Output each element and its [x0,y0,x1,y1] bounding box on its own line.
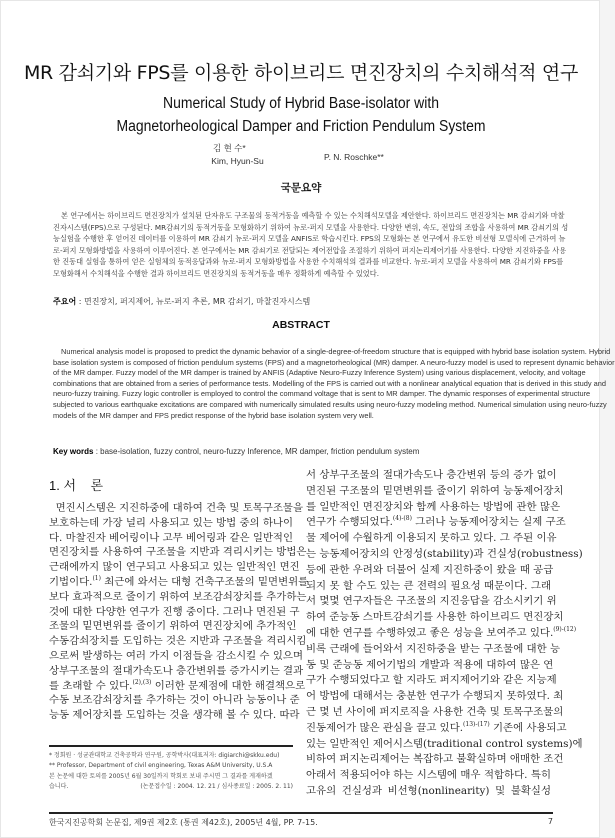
text-run: 서 몇몇 연구자들은 구조물의 지진응답을 감소시키기 위 [306,595,557,608]
citation-ref: (1) [92,574,101,582]
text-line [306,737,583,753]
text-run: 비하여 퍼지논리제어는 복잡하고 불확실하며 애매한 조건 [306,753,564,766]
text-run: 면진장치를 사용하여 구조물을 지반과 격리시키는 방법은 [49,546,307,559]
korean-abstract [53,210,569,280]
text-line [49,708,300,723]
text-line: combinations that are obtained from a series of performance tests. Modelling of the FPS is carried out with a nonlinear analytical equation that is derived in this study and [53,378,606,388]
text-run: 보다 효과적으로 줄이기 위하여 보조감쇠장치를 추가하는 [49,590,307,603]
text-run: 것에 대한 다양한 연구가 진행 중이다. 그러나 면진된 구 [49,605,300,618]
text-line [306,468,557,484]
citation-ref: (13)-(17) [463,720,490,728]
text-run: 보호하는데 가장 널리 사용되고 있는 방법 중의 하나이 [49,516,293,529]
text-line [306,768,551,784]
text-line [49,590,307,605]
korean-keywords [53,296,310,307]
footnote: 습니다. [49,783,69,791]
english-keywords [53,447,419,456]
text-line: base isolation system is composed of friction pendulum systems (FPS) and a magnetorheological (MR) damper. A neuro-fuzzy model is used to represent dynamic behavior [53,357,615,367]
text-line [306,610,564,626]
title-english-line-2: Magnetorheological Damper and Friction Pendulum System [116,118,486,135]
text-line [306,531,557,547]
text-line [49,664,304,679]
text-run: 비록 근래에 들어와서 지진하중을 받는 구조물에 대한 능 [306,642,560,655]
text-line [49,649,303,664]
text-line [306,594,557,610]
text-line: 본 연구에서는 하이브리드 면진장치가 설치된 단자유도 구조물의 동적거동을 예측할 수 있는 수치해석모델을 제안한다. 하이브리드 면진장치는 MR 감쇠기와 마찰 [61,211,565,220]
text-line [306,625,577,642]
text-line [306,658,554,674]
text-run: 하여 준능동 스마트감쇠기를 사용한 하이브리드 면진장치 [306,611,564,624]
text-run: 면진된 구조물의 밑면변위를 줄이기 위하여 능동제어장치 [306,484,564,497]
text-run: 어 방법에 대해서는 충분한 연구가 수행되지 못하였다. 최 [306,690,564,703]
title-english-line-1: Numerical Study of Hybrid Base-isolator with [162,95,439,112]
text-line: 진자시스템(FPS)으로 구성된다. MR감쇠기의 동적거동을 모형화하기 위하여 뉴로-퍼지 모델을 사용한다. 다양한 변위, 속도, 전압의 조합을 사용하여 MR 감쇠기의 성 [53,222,569,232]
footnote: ** Professor, Department of civil engineering, Texas A&M University, U.S.A [49,762,273,770]
text-line [49,605,300,620]
text-line [49,545,307,560]
text-run: 등에 관한 우려와 더불어 실제 지진하중이 왔을 때 공급 [306,563,554,576]
body-right-column [306,468,583,800]
text-line [306,752,564,768]
text-run: 근 몇 년 사이에 퍼지로직을 사용한 건축 및 토목구조물의 [306,705,564,718]
text-line: 모형화해서 수치해석을 수행한 결과 하이브리드 면진장치의 동적거동을 매우 정확하게 예측할 수 있었다. [53,268,379,278]
english-keywords-label: Key words [53,447,94,456]
text-run: 조물의 밑면변위를 줄이기 위하여 면진장치에 추가적인 [49,620,297,633]
text-run: 는 능동제어장치의 안정성(stability)과 건실성(robustness) [306,547,583,560]
text-line [306,547,583,563]
text-line [49,560,300,575]
korean-abstract-heading: 국문요약 [280,182,322,194]
text-run: 진동제어가 많은 관심을 끌고 있다. [306,721,464,734]
footnotes [49,751,293,793]
text-line: models of the MR damper and FPS predict response of the hybrid base isolation system very well. [53,410,374,420]
text-run: 아래서 적용되어야 하는 시스템에 매우 적합하다. 특히 [306,769,551,782]
footnote: 본 논문에 대한 토의를 2005년 6월 30일까지 학회로 보내 주시면 그 결과를 게재하겠 [49,772,273,780]
text-line [49,501,303,516]
text-line: of the MR damper. Fuzzy model of the MR damper is trained by ANFIS (Adaptive Neuro-Fuzzy Inference System) using various displacement, velocity, and voltage [53,368,586,378]
text-run: 기존에 사용되고 [489,721,567,734]
text-run: 를 초래할 수 있다. [49,679,133,692]
page-number: 7 [547,817,553,826]
text-line [49,634,307,649]
footnote-dates: (논문접수일 : 2004. 12. 21 / 심사종료일 : 2005. 2. 11) [140,783,293,791]
text-line: Numerical analysis model is proposed to predict the dynamic behavior of a single-degree-of-freedom structure that is equipped with hybrid base isolation system. Hybrid [61,347,611,356]
text-line [49,693,300,708]
text-line [306,642,560,658]
text-run: 동 및 준능동 제어기법의 개발과 적용에 대하여 많은 연 [306,658,554,671]
text-line [306,515,566,531]
text-run: 서 상부구조물의 절대가속도나 층간변위 등의 증가 없이 [306,469,557,481]
text-line [306,484,564,500]
text-line [306,563,554,579]
text-line: neuro-fuzzy training. Fuzzy logic controller is employed to control the command voltage that is sent to MR damper. The dynamic responses of experimental structure [53,389,591,399]
text-run: 고유의 건실성과 비선형(nonlinearity) 및 불확실성 [306,784,551,797]
page-footer [49,817,553,828]
text-run: 구가 수행되었다고 할 지라도 퍼지제어기와 같은 지능제 [306,674,557,687]
title-korean: MR 감쇠기와 FPS를 이용한 하이브리드 면진장치의 수치해석적 연구 [23,62,579,84]
text-line [49,678,306,694]
author-1-english: Kim, Hyun-Su [211,156,264,166]
text-line [306,673,557,689]
footnote-divider [49,745,293,747]
text-run: 수동감쇠장치를 도입하는 것은 지반과 구조물을 격리시킴 [49,635,307,648]
section-heading-introduction: 1. 서 론 [49,478,104,493]
text-run: 상부구조물의 절대가속도나 층간변위를 증가시키는 결과 [49,664,304,677]
text-run: 되지 못 할 수도 있는 큰 전력의 필요성 때문이다. 그래 [306,579,551,592]
english-abstract [53,347,615,421]
text-line [306,500,560,516]
footer-divider [49,812,553,814]
text-run: 기법이다. [49,575,93,588]
text-run: 최근에 와서는 대형 건축구조물의 밑면변위를 [100,575,309,588]
korean-keywords-text: : 면진장치, 퍼지제어, 뉴로-퍼지 추론, MR 감쇠기, 마찰진자시스템 [78,297,311,306]
text-run: 연구가 수행되었다. [306,516,393,529]
text-run: 그러나 능동제어장치는 실제 구조 [411,516,566,529]
citation-ref: (4)-(8) [392,515,412,523]
text-run: 를 일반적인 면진장치와 함께 사용하는 방법에 관한 많은 [306,500,560,513]
korean-keywords-label: 주요어 [53,297,77,306]
text-line [49,619,297,634]
citation-ref: (9)-(12) [553,625,577,633]
body-left-column [49,501,309,723]
text-line [49,531,293,546]
text-line: 한 진동대 실험을 통하여 얻은 실험체의 동적응답과와 뉴로-퍼지 모형화방법을 사용한 수치해석의 결과를 비교한다. 뉴로-퍼지 모델을 사용하여 MR 감쇠기와 FPS를 [53,257,564,267]
text-run: 으로써 발생하는 여러 가지 이점들을 감소시킬 수 있으며 [49,649,303,662]
journal-citation: 한국지진공학회 논문집, 제9권 제2호 (통권 제42호), 2005년 4월, PP. 7-15. [49,818,318,827]
text-run: 능동 제어장치를 도입하는 것을 생각해 볼 수 있다. 따라 [49,709,300,722]
text-run: 이러한 문제점에 대한 해결책으로 [151,679,306,692]
text-line [49,516,293,531]
text-run: 있는 일반적인 제어시스템(traditional control systems)에 [306,737,583,750]
text-run: 물 제어에 수월하게 이용되지 못하고 있다. 그 주된 이유 [306,532,557,545]
text-run: 근래에까지 많이 연구되고 사용되고 있는 일반적인 면진 [49,561,300,574]
text-line [306,784,551,800]
english-keywords-text: : base-isolation, fuzzy control, neuro-fuzzy Inference, MR damper, friction pendulum system [95,447,420,456]
text-line [49,574,309,590]
text-line [306,579,551,595]
text-line [306,689,564,705]
text-run: 에 대한 연구를 수행하였고 좋은 성능을 보여주고 있다. [306,626,554,639]
english-abstract-heading: ABSTRACT [272,319,330,331]
text-run: 수동 보조감쇠장치를 추가하는 것이 아니라 능동이나 준 [49,694,300,707]
text-line: 로-퍼지 모형화방법을 사용하여 이루어진다. 본 연구에서는 MR 감쇠기로 전달되는 제어전압을 조절하기 위하여 퍼지논리제어기를 사용한다. 다양한 지진하중을 사용 [53,245,567,255]
text-run: 다. 마찰진자 베어링이나 고무 베어링과 같은 일반적인 [49,531,293,544]
text-line: 능실험을 수행한 후 얻어진 데이터를 이용하여 MR 감쇠기 뉴로-퍼지 모델을 ANFIS로 학습시킨다. FPS의 모형화는 본 연구에서 유도한 비선형 모델식에 근거하여 뉴 [53,234,566,244]
text-line: subjected to various earthquake excitations are compared with numerically simulated results using neuro-fuzzy modeling method. Numerical simulation using neuro-fuzzy [53,399,607,409]
text-line [306,705,564,721]
citation-ref: (2),(3) [132,678,152,686]
author-1-korean: 김 현 수* [213,143,246,153]
text-line [306,720,567,737]
footnote: * 정회원 · 성균관대학교 건축공학과 연구원, 공학박사(대표저자: digiarchi@skku.edu) [49,752,280,759]
author-2-english: P. N. Roschke** [324,152,384,162]
text-run: 면진시스템은 지진하중에 대하여 건축 및 토목구조물을 [49,502,303,514]
